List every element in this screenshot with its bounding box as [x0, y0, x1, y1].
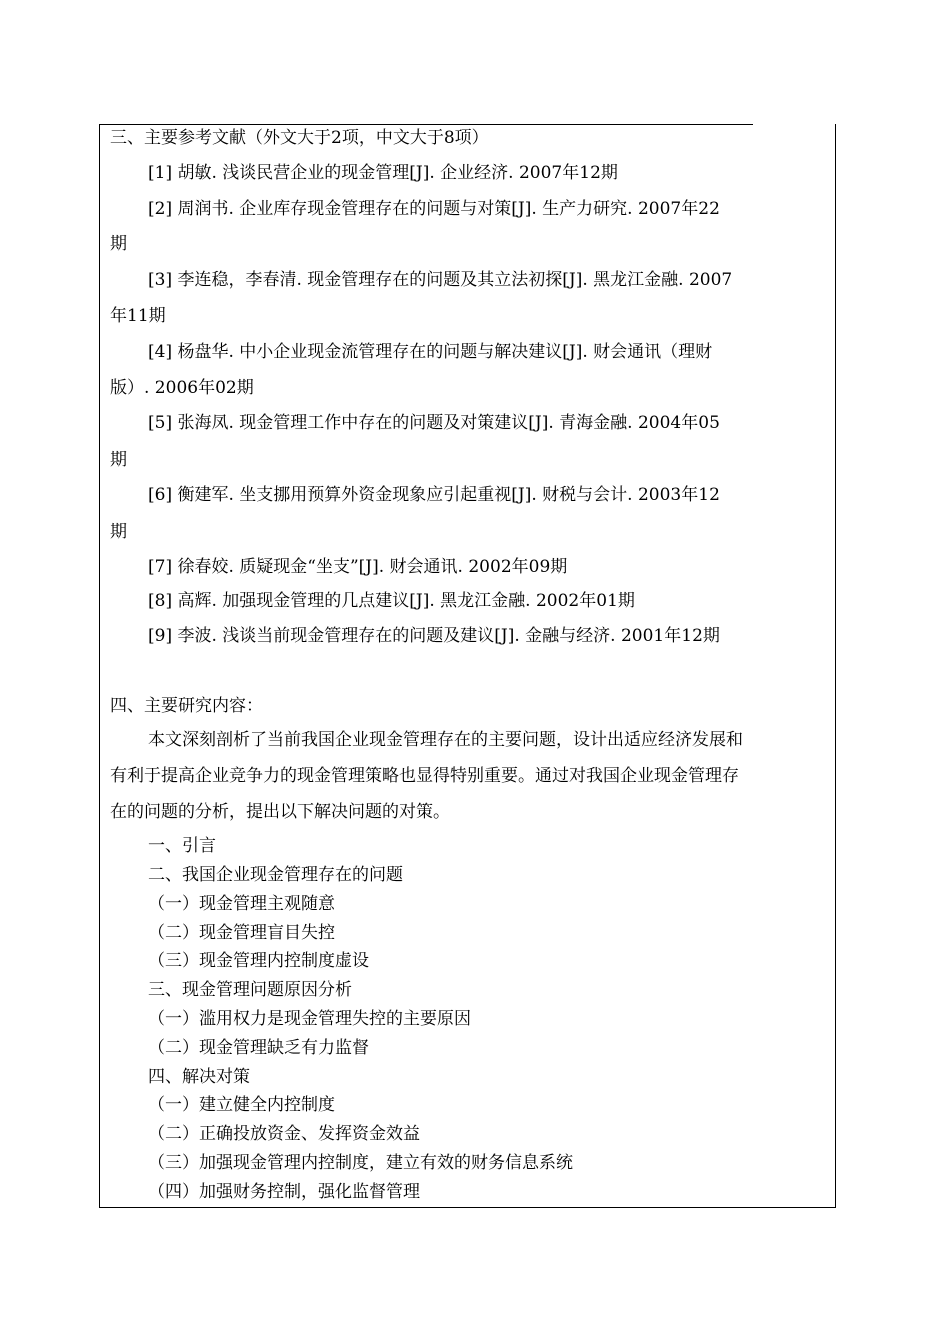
outline-item: （四）加强财务控制，强化监督管理: [148, 1182, 420, 1202]
reference-4: [4] 杨盘华. 中小企业现金流管理存在的问题与解决建议[J]. 财会通讯（理财: [148, 342, 713, 362]
reference-3-continued: 年11期: [110, 306, 166, 326]
outline-item: 三、现金管理问题原因分析: [148, 980, 352, 1000]
reference-3: [3] 李连稳，李春清. 现金管理存在的问题及其立法初探[J]. 黑龙江金融. 2007: [148, 270, 733, 290]
reference-6-continued: 期: [110, 522, 127, 542]
outline-item: （三）加强现金管理内控制度，建立有效的财务信息系统: [148, 1153, 573, 1173]
reference-7: [7] 徐春姣. 质疑现金“坐支”[J]. 财会通讯. 2002年09期: [148, 557, 568, 577]
reference-5: [5] 张海凤. 现金管理工作中存在的问题及对策建议[J]. 青海金融. 2004年05: [148, 413, 720, 433]
outline-item: （二）正确投放资金、发挥资金效益: [148, 1124, 420, 1144]
reference-2: [2] 周润书. 企业库存现金管理存在的问题与对策[J]. 生产力研究. 2007年22: [148, 199, 720, 219]
outline-item: （一）建立健全内控制度: [148, 1095, 335, 1115]
outline-item: （三）现金管理内控制度虚设: [148, 951, 369, 971]
section4-heading: 四、主要研究内容：: [110, 696, 263, 716]
reference-1: [1] 胡敏. 浅谈民营企业的现金管理[J]. 企业经济. 2007年12期: [148, 163, 618, 183]
paragraph-line-2: 有利于提高企业竞争力的现金管理策略也显得特别重要。通过对我国企业现金管理存: [110, 766, 739, 786]
reference-9: [9] 李波. 浅谈当前现金管理存在的问题及建议[J]. 金融与经济. 2001年12期: [148, 626, 720, 646]
outline-item: （一）滥用权力是现金管理失控的主要原因: [148, 1009, 471, 1029]
reference-4-continued: 版）. 2006年02期: [110, 378, 254, 398]
outline-item: 四、解决对策: [148, 1067, 250, 1087]
outline-item: 一、引言: [148, 836, 216, 856]
outline-item: 二、我国企业现金管理存在的问题: [148, 865, 403, 885]
outline-item: （一）现金管理主观随意: [148, 894, 335, 914]
outline-item: （二）现金管理缺乏有力监督: [148, 1038, 369, 1058]
paragraph-line-1: 本文深刻剖析了当前我国企业现金管理存在的主要问题，设计出适应经济发展和: [148, 730, 743, 750]
outline-item: （二）现金管理盲目失控: [148, 923, 335, 943]
reference-2-continued: 期: [110, 234, 127, 254]
section3-heading: 三、主要参考文献（外文大于2项，中文大于8项）: [110, 128, 489, 148]
paragraph-line-3: 在的问题的分析，提出以下解决问题的对策。: [110, 802, 450, 822]
reference-5-continued: 期: [110, 450, 127, 470]
reference-6: [6] 衡建军. 坐支挪用预算外资金现象应引起重视[J]. 财税与会计. 2003年12: [148, 485, 720, 505]
reference-8: [8] 高辉. 加强现金管理的几点建议[J]. 黑龙江金融. 2002年01期: [148, 591, 635, 611]
